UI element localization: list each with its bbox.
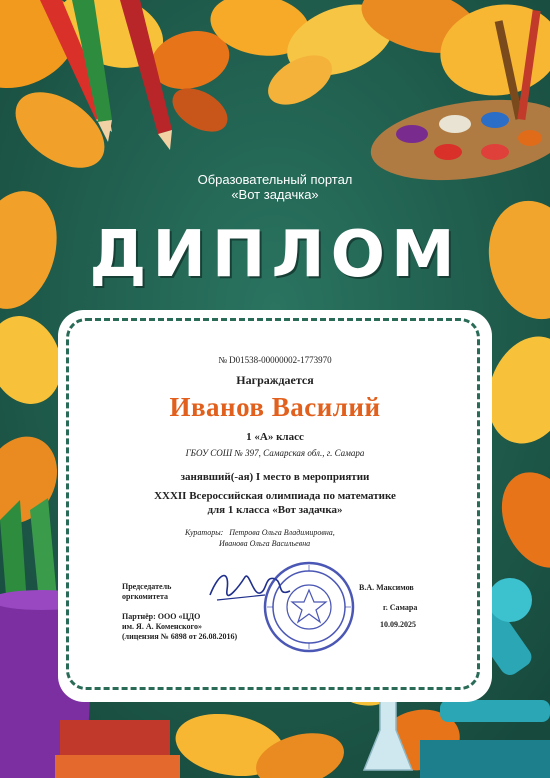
portal-name-line1: Образовательный портал: [197, 172, 353, 187]
issue-date: 10.09.2025: [380, 620, 416, 629]
official-stamp-icon: [262, 560, 356, 654]
chair-name: В.А. Максимов: [359, 583, 414, 592]
partner-line3: (лицензия № 6898 от 26.08.2016): [122, 632, 238, 641]
event-name-line2: для 1 класса «Вот задачка»: [207, 504, 343, 516]
partner-line2: им. Я. А. Коменского»: [122, 622, 202, 631]
curators-block: [185, 528, 335, 537]
awarded-label: Награждается: [236, 373, 314, 387]
portal-name-line2: «Вот задачка»: [231, 187, 319, 202]
city: г. Самара: [383, 603, 418, 612]
chair-label-line2: оргкомитета: [122, 592, 168, 601]
diploma-title: ДИПЛОМ: [89, 218, 461, 292]
partner-line1: Партнёр: ООО «ЦДО: [122, 612, 201, 621]
curator-name-1: Петрова Ольга Владимировна,: [229, 528, 335, 537]
curator-name-2: Иванова Ольга Васильевна: [219, 539, 311, 548]
place-statement: занявший(-ая) I место в мероприятии: [180, 471, 370, 483]
chair-label-line1: Председатель: [122, 582, 172, 591]
recipient-school: ГБОУ СОШ № 397, Самарская обл., г. Самара: [185, 448, 365, 458]
recipient-name: Иванов Василий: [169, 392, 381, 422]
event-name-line1: XXXII Всероссийская олимпиада по математике: [154, 490, 396, 502]
curators-label: Кураторы:: [185, 528, 224, 537]
registration-number: № D01538-00000002-1773970: [218, 355, 332, 365]
recipient-grade: 1 «А» класс: [246, 431, 304, 443]
